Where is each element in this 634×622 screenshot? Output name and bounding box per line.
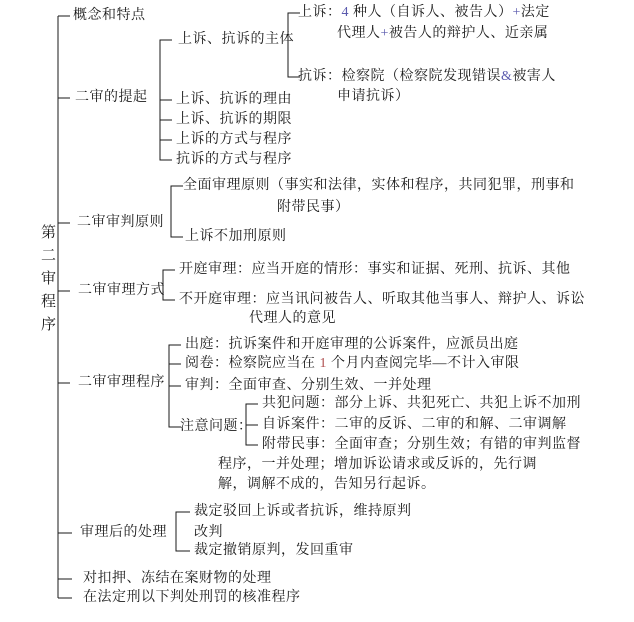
node-deadline: 上诉、抗诉的期限 [176, 112, 292, 127]
node-accomplice: 共犯问题：部分上诉、共犯死亡、共犯上诉不加刑 [262, 396, 581, 411]
node-no-court-line1: 不开庭审理：应当讯问被告人、听取其他当事人、辩护人、诉讼 [179, 292, 585, 307]
root-title: 第二审程序 [39, 224, 55, 339]
node-full-review-line2: 附带民事） [277, 200, 350, 215]
branch-post-trial: 审理后的处理 [80, 525, 167, 540]
node-appeal-procedure: 上诉的方式与程序 [176, 132, 292, 147]
node-no-court-line2: 代理人的意见 [249, 311, 336, 326]
branch-trial-mode: 二审审理方式 [78, 283, 165, 298]
node-judgment: 审判：全面审查、分别生效、一并处理 [185, 378, 432, 393]
bracket-principles [171, 186, 183, 237]
node-protest-line2: 申请抗诉） [337, 89, 410, 104]
node-protest-procedure: 抗诉的方式与程序 [176, 152, 292, 167]
branch-concept: 概念和特点 [73, 8, 146, 23]
branch-principles: 二审审判原则 [77, 215, 164, 230]
node-appeal-line1: 上诉：4 种人（自诉人、被告人）+法定 [298, 5, 550, 20]
branch-below-statutory: 在法定刑以下判处刑罚的核准程序 [83, 590, 301, 605]
branch-trial-procedure: 二审审理程序 [78, 375, 165, 390]
node-reason: 上诉、抗诉的理由 [176, 92, 292, 107]
node-reject: 裁定驳回上诉或者抗诉，维持原判 [194, 504, 412, 519]
bracket-post-trial [176, 512, 190, 551]
node-full-review-line1: 全面审理原则（事实和法律，实体和程序，共同犯罪，刑事和 [183, 178, 575, 193]
bracket-trial-procedure [169, 345, 181, 427]
node-open-court: 开庭审理：应当开庭的情形：事实和证据、死刑、抗诉、其他 [179, 262, 571, 277]
node-protest-line1: 抗诉：检察院（检察院发现错误&被害人 [298, 69, 556, 84]
node-civil-line3: 解，调解不成的，告知另行起诉。 [218, 477, 436, 492]
branch-initiation: 二审的提起 [75, 90, 148, 105]
node-civil-line1: 附带民事：全面审查；分别生效；有错的审判监督 [262, 437, 581, 452]
node-appeal-line2: 代理人+被告人的辩护人、近亲属 [337, 26, 549, 41]
node-revoke: 裁定撤销原判，发回重审 [194, 543, 354, 558]
trunk-ticks [58, 16, 72, 598]
node-private: 自诉案件：二审的反诉、二审的和解、二审调解 [262, 417, 567, 432]
node-notes-label: 注意问题： [180, 419, 253, 434]
node-no-harsher: 上诉不加刑原则 [185, 229, 287, 244]
node-appearance: 出庭：抗诉案件和开庭审理的公诉案件，应派员出庭 [185, 337, 519, 352]
node-file-reading: 阅卷：检察院应当在 1 个月内查阅完毕—不计入审限 [185, 356, 520, 371]
bracket-initiation [160, 40, 172, 160]
node-amend: 改判 [194, 525, 223, 540]
branch-property: 对扣押、冻结在案财物的处理 [83, 571, 272, 586]
node-subject: 上诉、抗诉的主体 [178, 32, 294, 47]
node-civil-line2: 程序，一并处理；增加诉讼请求或反诉的，先行调 [218, 457, 537, 472]
